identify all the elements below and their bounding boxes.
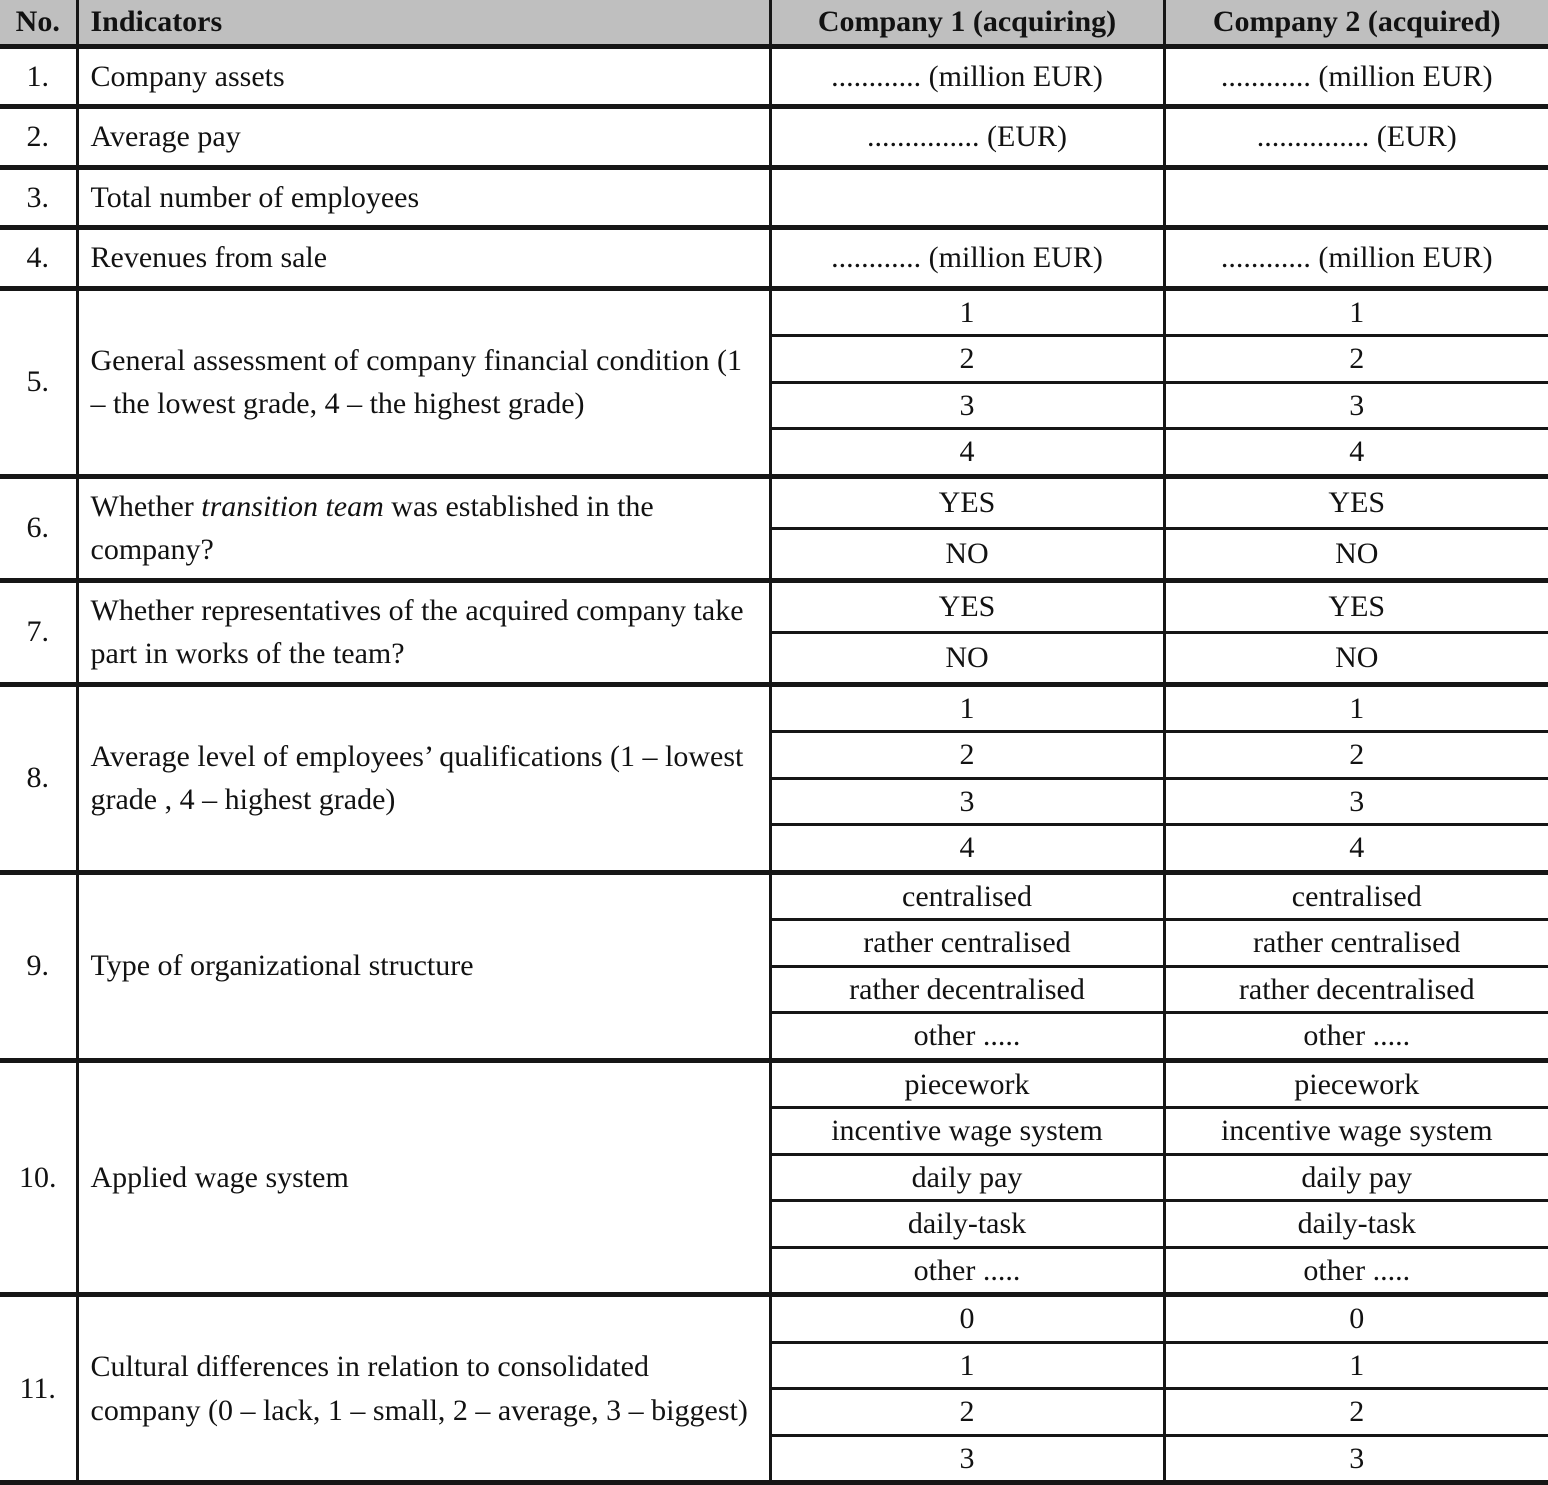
company1-option-cell: piecework — [770, 1060, 1164, 1108]
column-header-company2: Company 2 (acquired) — [1164, 0, 1548, 46]
company1-option-cell: NO — [770, 528, 1164, 580]
company1-option-cell: 4 — [770, 825, 1164, 873]
row-number-cell: 9. — [0, 872, 77, 1060]
company2-option-cell: 0 — [1164, 1295, 1548, 1343]
row-number-cell: 3. — [0, 167, 77, 228]
company1-option-cell: 3 — [770, 382, 1164, 429]
company2-option-cell: 3 — [1164, 1435, 1548, 1483]
indicator-cell: Company assets — [77, 46, 770, 107]
column-header-no: No. — [0, 0, 77, 46]
column-header-indicators: Indicators — [77, 0, 770, 46]
company1-option-cell: 1 — [770, 288, 1164, 336]
company2-value-cell: ............... (EUR) — [1164, 107, 1548, 168]
company1-option-cell: rather decentralised — [770, 966, 1164, 1013]
company1-option-cell: 3 — [770, 1435, 1164, 1483]
row-number-cell: 8. — [0, 684, 77, 872]
company2-option-cell: rather decentralised — [1164, 966, 1548, 1013]
row-number-cell: 1. — [0, 46, 77, 107]
company1-option-cell: YES — [770, 476, 1164, 528]
company1-option-cell: centralised — [770, 872, 1164, 920]
company2-option-cell: incentive wage system — [1164, 1108, 1548, 1155]
row-number-cell: 2. — [0, 107, 77, 168]
indicator-cell: Type of organizational structure — [77, 872, 770, 1060]
company1-option-cell: YES — [770, 580, 1164, 632]
company2-option-cell: 1 — [1164, 288, 1548, 336]
company1-option-cell: rather centralised — [770, 920, 1164, 967]
indicator-text: Whether — [90, 489, 202, 523]
company2-option-cell: 3 — [1164, 382, 1548, 429]
table-row — [0, 107, 1548, 168]
company2-option-cell: other ..... — [1164, 1247, 1548, 1295]
company2-option-cell: piecework — [1164, 1060, 1548, 1108]
company1-option-cell: 3 — [770, 778, 1164, 825]
company1-option-cell: other ..... — [770, 1013, 1164, 1061]
header-row — [0, 0, 1548, 46]
company2-option-cell: daily-task — [1164, 1201, 1548, 1248]
row-number-cell: 6. — [0, 476, 77, 580]
table-row — [0, 228, 1548, 289]
row-number-cell: 5. — [0, 288, 77, 476]
row-number-cell: 7. — [0, 580, 77, 684]
company2-option-cell: 4 — [1164, 825, 1548, 873]
table-row — [0, 684, 1548, 732]
company1-value-cell: ............ (million EUR) — [770, 228, 1164, 289]
row-number-cell: 11. — [0, 1295, 77, 1483]
company1-option-cell: NO — [770, 632, 1164, 684]
company1-option-cell: 1 — [770, 684, 1164, 732]
table-row — [0, 580, 1548, 632]
indicator-cell: Revenues from sale — [77, 228, 770, 289]
company1-value-cell: ............ (million EUR) — [770, 46, 1164, 107]
indicator-cell: Average level of employees’ qualifications (1 – lowest grade , 4 – highest grade) — [77, 684, 770, 872]
company2-value-cell: ............ (million EUR) — [1164, 228, 1548, 289]
indicator-cell — [77, 476, 770, 580]
indicator-cell: Total number of employees — [77, 167, 770, 228]
company2-option-cell: 2 — [1164, 336, 1548, 383]
company2-option-cell: 2 — [1164, 732, 1548, 779]
indicator-italic-text: transition team — [201, 489, 384, 523]
company1-option-cell: 2 — [770, 1389, 1164, 1436]
company2-option-cell: NO — [1164, 528, 1548, 580]
table-row — [0, 288, 1548, 336]
table-row — [0, 1060, 1548, 1108]
table-row — [0, 872, 1548, 920]
table-row — [0, 167, 1548, 228]
indicator-cell: Whether representatives of the acquired company take part in works of the team? — [77, 580, 770, 684]
company1-option-cell: daily pay — [770, 1154, 1164, 1201]
company2-option-cell: centralised — [1164, 872, 1548, 920]
company2-option-cell: 4 — [1164, 429, 1548, 477]
company2-option-cell: 2 — [1164, 1389, 1548, 1436]
company2-option-cell: 3 — [1164, 778, 1548, 825]
company1-option-cell: 1 — [770, 1342, 1164, 1389]
indicator-cell: Applied wage system — [77, 1060, 770, 1295]
table-row — [0, 476, 1548, 528]
company2-option-cell: NO — [1164, 632, 1548, 684]
indicator-text: was established in the company? — [90, 489, 654, 566]
company2-value-cell — [1164, 167, 1548, 228]
company2-option-cell: 1 — [1164, 684, 1548, 732]
row-number-cell: 10. — [0, 1060, 77, 1295]
column-header-company1: Company 1 (acquiring) — [770, 0, 1164, 46]
company1-option-cell: 4 — [770, 429, 1164, 477]
indicator-cell: Average pay — [77, 107, 770, 168]
indicator-cell: Cultural differences in relation to consolidated company (0 – lack, 1 – small, 2 – average, 3 – biggest) — [77, 1295, 770, 1483]
table-row — [0, 46, 1548, 107]
indicator-cell: General assessment of company financial condition (1 – the lowest grade, 4 – the highest grade) — [77, 288, 770, 476]
row-number-cell: 4. — [0, 228, 77, 289]
company2-option-cell: YES — [1164, 476, 1548, 528]
company1-value-cell: ............... (EUR) — [770, 107, 1164, 168]
company2-option-cell: YES — [1164, 580, 1548, 632]
company2-option-cell: other ..... — [1164, 1013, 1548, 1061]
company1-option-cell: 0 — [770, 1295, 1164, 1343]
company1-option-cell: other ..... — [770, 1247, 1164, 1295]
company2-option-cell: daily pay — [1164, 1154, 1548, 1201]
company2-option-cell: 1 — [1164, 1342, 1548, 1389]
company1-value-cell — [770, 167, 1164, 228]
company1-option-cell: incentive wage system — [770, 1108, 1164, 1155]
company1-option-cell: 2 — [770, 732, 1164, 779]
company1-option-cell: daily-task — [770, 1201, 1164, 1248]
company2-option-cell: rather centralised — [1164, 920, 1548, 967]
company2-value-cell: ............ (million EUR) — [1164, 46, 1548, 107]
company1-option-cell: 2 — [770, 336, 1164, 383]
table-row — [0, 1295, 1548, 1343]
